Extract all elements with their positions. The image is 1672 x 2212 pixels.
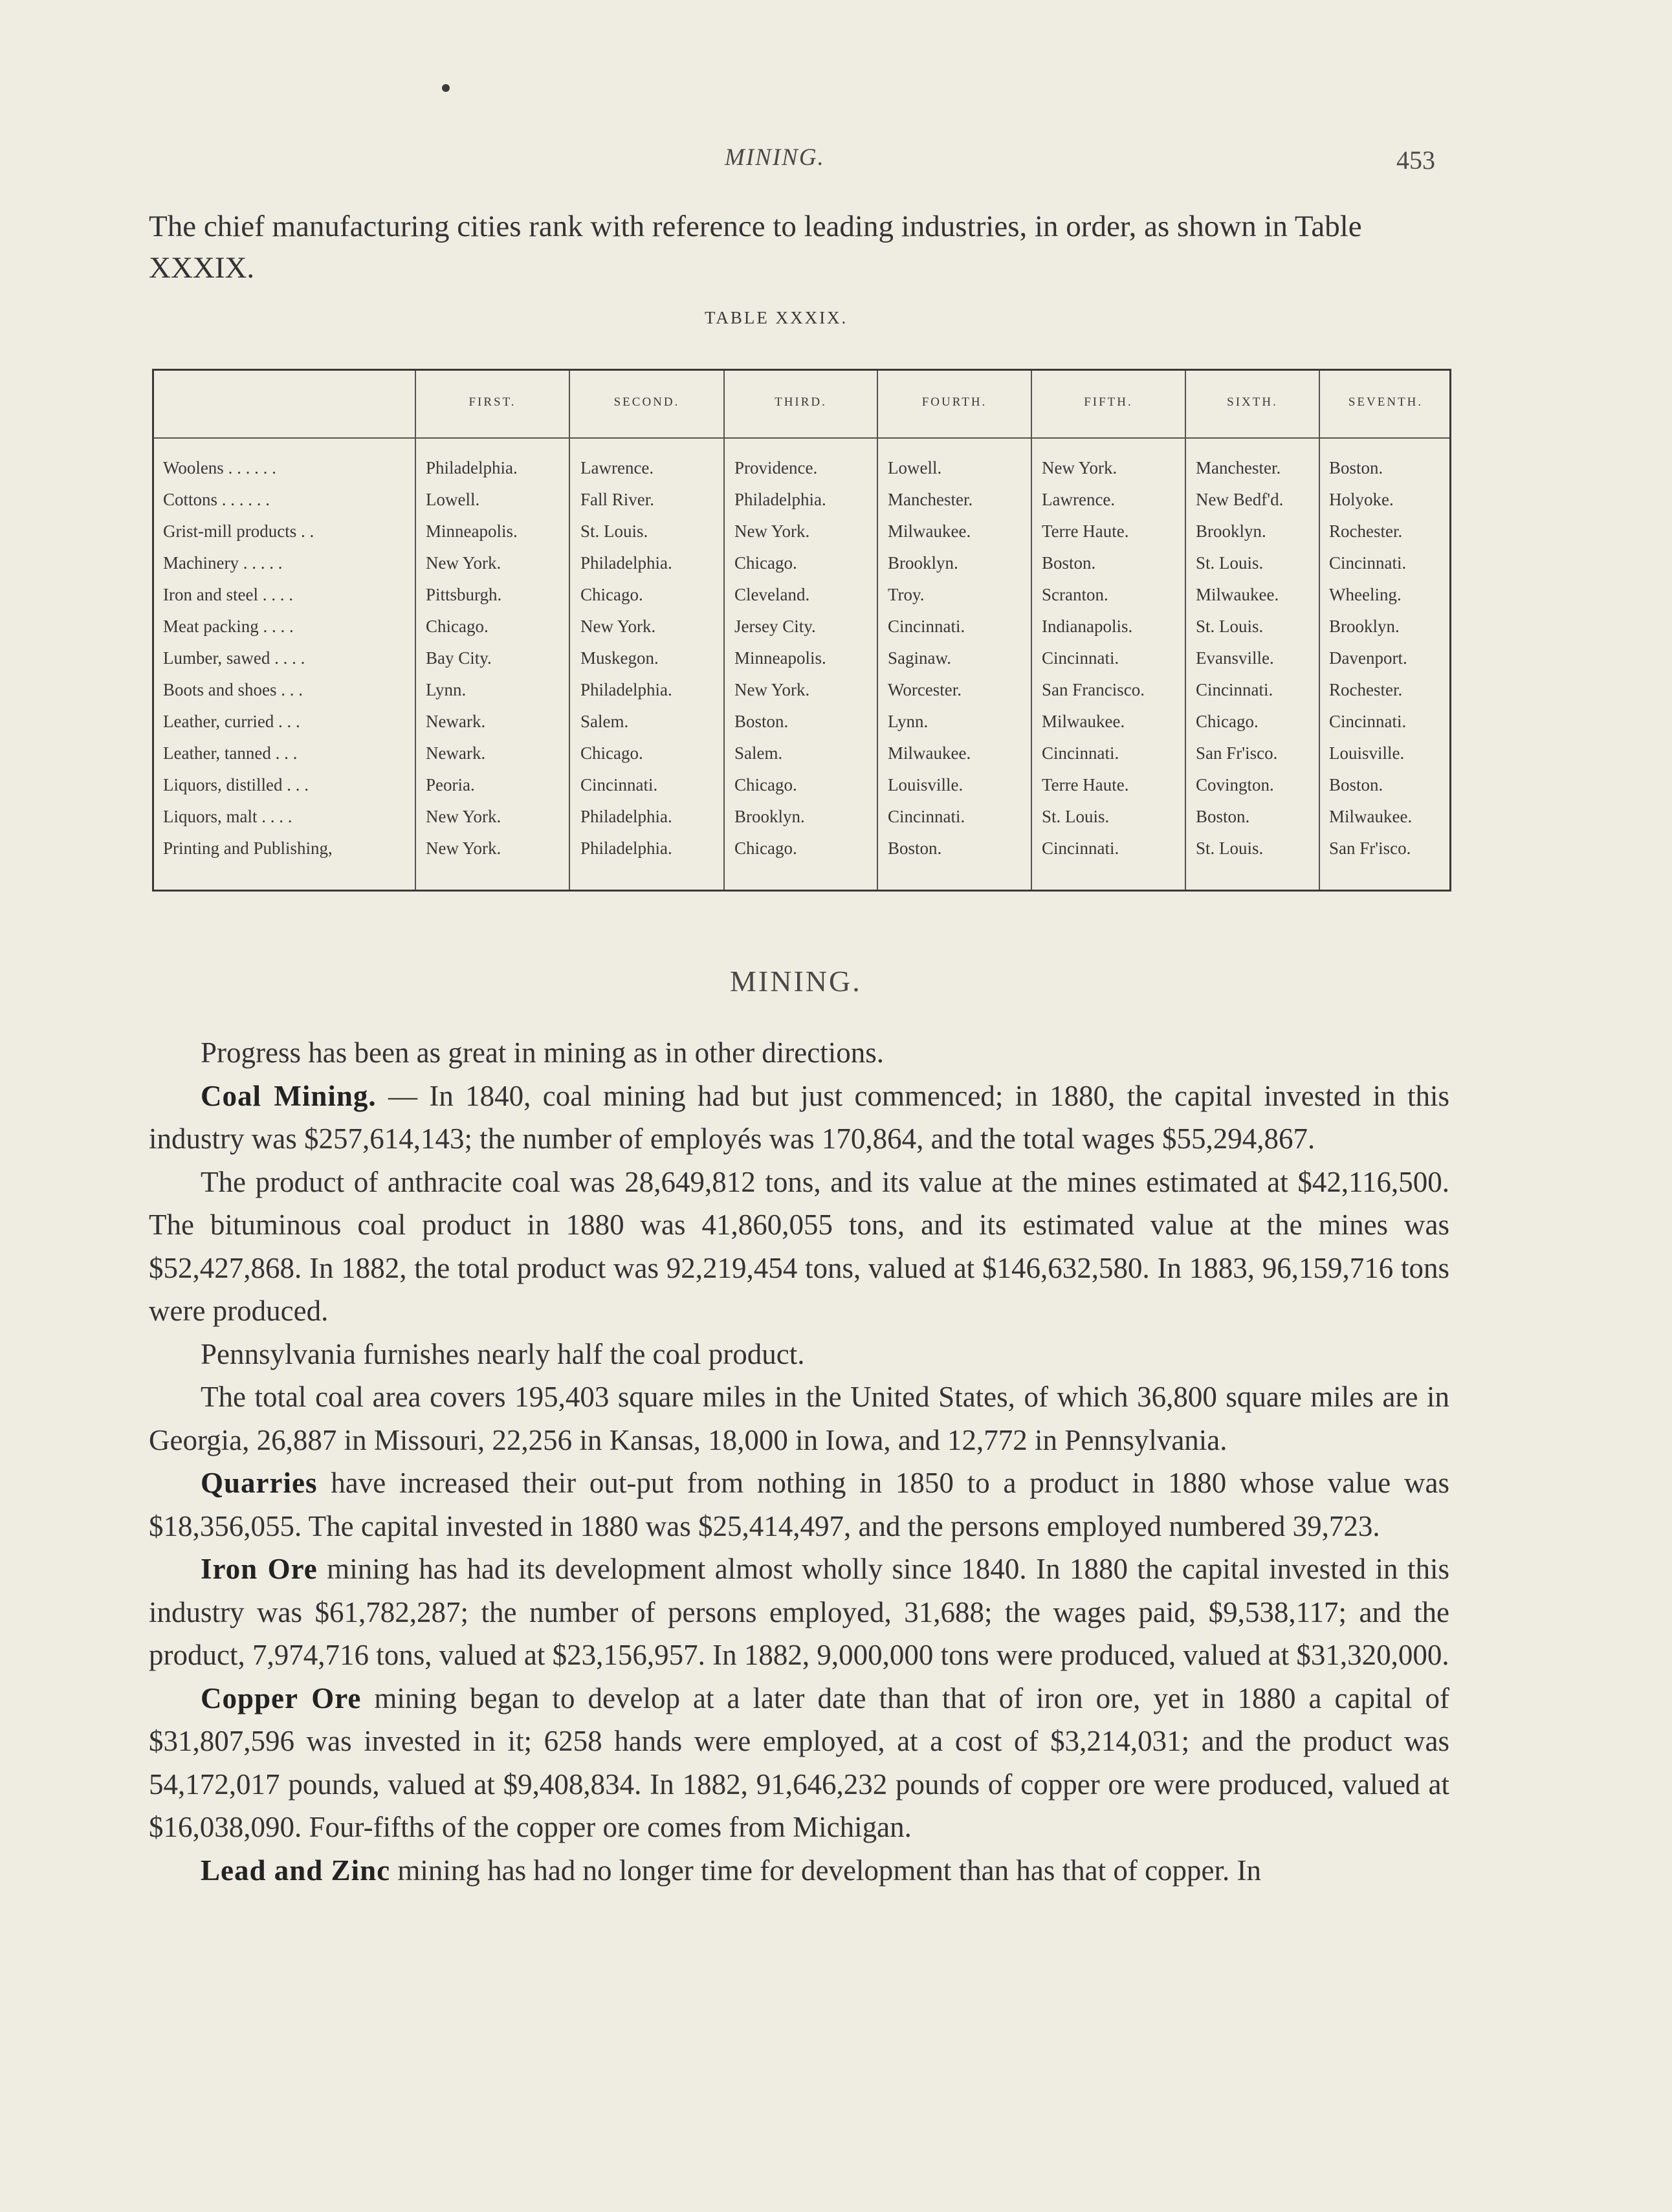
city-cell: St. Louis. [1042,807,1110,826]
city-cell: Chicago. [734,775,797,794]
city-cell: Worcester. [888,680,962,699]
industry-cell: Machinery . . . . . [163,553,283,573]
city-cell: Jersey City. [734,617,816,636]
city-cell: Chicago. [1196,712,1259,731]
city-cell: Manchester. [1196,458,1281,477]
city-cell: Boston. [1042,553,1096,573]
city-cell: Milwaukee. [1329,807,1413,826]
city-cell: Cincinnati. [1329,553,1407,573]
city-cell: Philadelphia. [426,458,518,477]
city-cell: Muskegon. [580,648,659,668]
city-cell: Wheeling. [1329,585,1402,604]
industry-cell: Printing and Publishing, [163,838,333,858]
city-cell: Boston. [1329,458,1383,477]
city-cell: Manchester. [888,490,973,509]
city-cell: Cincinnati. [888,807,965,826]
paragraph-lead-zinc [149,1849,1449,1892]
paragraph-progress: Progress has been as great in mining as in other directions. [201,1036,885,1069]
city-cell: Boston. [734,712,789,731]
city-cell: Cincinnati. [1042,838,1119,858]
city-cell: Milwaukee. [1196,585,1279,604]
table-row [154,521,1449,553]
city-cell: Philadelphia. [734,490,826,509]
quarries-lead: Quarries [201,1467,318,1499]
city-cell: Boston. [888,838,942,858]
city-cell: Minneapolis. [734,648,826,668]
city-cell: Milwaukee. [888,521,971,541]
lead-zinc-text: mining has had no longer time for development than has that of copper. In [390,1854,1262,1887]
city-cell: San Fr'isco. [1196,743,1278,763]
lead-zinc-lead: Lead and Zinc [201,1854,391,1887]
city-cell: San Fr'isco. [1329,838,1411,858]
city-cell: Chicago. [734,838,797,858]
city-cell: New York. [426,807,501,826]
page-number: 453 [1396,146,1435,175]
paragraph-coal-area: The total coal area covers 195,403 square miles in the United States, of which 36,800 square miles are in Georgia, 26,887 in Missouri, 22,256 in Kansas, 18,000 in Iowa, and 12,772 in Pennsylvania. [149,1381,1449,1456]
city-cell: Bay City. [426,648,492,668]
industry-cell: Woolens . . . . . . [163,458,276,477]
city-cell: Boston. [1196,807,1250,826]
industry-cell: Liquors, distilled . . . [163,775,309,794]
city-cell: Lynn. [888,712,929,731]
city-cell: Philadelphia. [580,680,672,699]
city-cell: Philadelphia. [580,838,672,858]
city-cell: Salem. [580,712,629,731]
quarries-text: have increased their out-put from nothing in 1850 to a product in 1880 whose value was $18,356,055. The capital invested in 1880 was $25,414,497, and the persons employed numbered 39,723. [149,1467,1449,1542]
city-cell: Chicago. [734,553,797,573]
industry-cell: Leather, curried . . . [163,712,300,731]
city-cell: New Bedf'd. [1196,490,1284,509]
table-row [154,775,1449,807]
city-cell: St. Louis. [580,521,648,541]
city-cell: Salem. [734,743,783,763]
industry-cell: Grist-mill products . . [163,521,314,541]
city-cell: St. Louis. [1196,553,1264,573]
city-cell: Providence. [734,458,818,477]
city-cell: Terre Haute. [1042,521,1129,541]
city-cell: San Francisco. [1042,680,1145,699]
city-cell: New York. [734,521,810,541]
city-cell: Lawrence. [580,458,654,477]
city-cell: Cincinnati. [888,617,965,636]
city-cell: Holyoke. [1329,490,1394,509]
city-cell: Brooklyn. [1329,617,1400,636]
city-cell: Brooklyn. [734,807,805,826]
table-row [154,680,1449,712]
paragraph-pennsylvania: Pennsylvania furnishes nearly half the coal product. [201,1337,805,1370]
industry-cell: Lumber, sawed . . . . [163,648,305,668]
city-cell: Newark. [426,743,486,763]
city-cell: Fall River. [580,490,654,509]
city-cell: Evansville. [1196,648,1274,668]
industry-cell: Boots and shoes . . . [163,680,303,699]
city-cell: Cincinnati. [1042,743,1119,763]
city-cell: Terre Haute. [1042,775,1129,794]
table-row [154,712,1449,743]
table-caption: TABLE XXXIX. [705,308,848,327]
city-cell: Minneapolis. [426,521,518,541]
paragraph-anthracite: The product of anthracite coal was 28,649,812 tons, and its value at the mines estimated at $42,116,500. The bituminous coal product in 1880 was 41,860,055 tons, and its estimated value at the mines was $52,427,868. In 1882, the total product was 92,219,454 tons, valued at $146,632,580. In 1883, 96,159,716 tons were produced. [149,1165,1449,1327]
column-header-fourth: FOURTH. [921,395,987,409]
table-row [154,490,1449,521]
body-text [149,1031,1449,2144]
table-row [154,553,1449,585]
industry-cell: Leather, tanned . . . [163,743,298,763]
section-heading: MINING. [730,965,862,998]
city-cell: St. Louis. [1196,617,1264,636]
city-cell: New York. [1042,458,1117,477]
city-cell: Indianapolis. [1042,617,1133,636]
copper-ore-text: mining began to develop at a later date than that of iron ore, yet in 1880 a capital of $31,807,596 was invested in it; 6258 hands were employed, at a cost of $3,214,031; and the product was 54,172,017 pounds, valued at $9,408,834. In 1882, 91,646,232 pounds of copper ore were produced, valued at $16,038,090. Four-fifths of the copper ore comes from Michigan. [149,1681,1449,1843]
city-cell: Cincinnati. [1196,680,1273,699]
city-cell: New York. [426,838,501,858]
copper-ore-lead: Copper Ore [201,1681,362,1714]
city-cell: Lawrence. [1042,490,1116,509]
rank-table [152,369,1451,892]
city-cell: Boston. [1329,775,1383,794]
city-cell: New York. [734,680,810,699]
table-row [154,743,1449,775]
city-cell: Cincinnati. [1329,712,1407,731]
iron-ore-lead: Iron Ore [201,1553,318,1585]
column-header-fifth: FIFTH. [1084,395,1133,409]
city-cell: Scranton. [1042,585,1108,604]
city-cell: Troy. [888,585,925,604]
table-row [154,458,1449,490]
column-header-second: SECOND. [613,395,680,409]
city-cell: Chicago. [426,617,489,636]
column-header-third: THIRD. [775,395,827,409]
intro-paragraph: The chief manufacturing cities rank with reference to leading industries, in order, as shown in Table XXXIX. [149,210,1362,285]
industry-cell: Iron and steel . . . . [163,585,293,604]
iron-ore-text: mining has had its development almost wholly since 1840. In 1880 the capital invested in this industry was $61,782,287; the number of persons employed, 31,688; the wages paid, $9,538,117; and the product, 7,974,716 tons, valued at $23,156,957. In 1882, 9,000,000 tons were produced, valued at $31,320,000. [149,1553,1449,1671]
city-cell: Chicago. [580,743,643,763]
coal-mining-lead: Coal Mining. [201,1079,377,1112]
city-cell: Philadelphia. [580,553,672,573]
city-cell: Cleveland. [734,585,810,604]
city-cell: Davenport. [1329,648,1407,668]
table-row [154,807,1449,838]
city-cell: Milwaukee. [888,743,971,763]
paragraph-copper-ore [149,1677,1449,1849]
city-cell: Louisville. [888,775,963,794]
industry-cell: Cottons . . . . . . [163,490,270,509]
city-cell: Philadelphia. [580,807,672,826]
running-head: MINING. [725,144,825,171]
paragraph-coal [149,1075,1449,1161]
city-cell: Newark. [426,712,486,731]
column-header-seventh: SEVENTH. [1348,395,1424,409]
city-cell: Brooklyn. [1196,521,1266,541]
city-cell: Cincinnati. [580,775,658,794]
header-rule [154,437,1449,439]
ink-dot [442,84,450,92]
city-cell: Pittsburgh. [426,585,502,604]
city-cell: Milwaukee. [1042,712,1125,731]
table-row [154,617,1449,648]
column-header-first: FIRST. [468,395,516,409]
industry-cell: Liquors, malt . . . . [163,807,292,826]
city-cell: Brooklyn. [888,553,958,573]
paragraph-iron-ore [149,1548,1449,1677]
industry-cell: Meat packing . . . . [163,617,294,636]
city-cell: Lowell. [888,458,942,477]
city-cell: New York. [426,553,501,573]
city-cell: New York. [580,617,656,636]
city-cell: Lynn. [426,680,467,699]
column-header-sixth: SIXTH. [1227,395,1278,409]
table-row [154,585,1449,617]
table-row [154,648,1449,680]
city-cell: Peoria. [426,775,475,794]
city-cell: St. Louis. [1196,838,1264,858]
paragraph-quarries [149,1462,1449,1548]
city-cell: Saginaw. [888,648,951,668]
city-cell: Rochester. [1329,680,1403,699]
city-cell: Chicago. [580,585,643,604]
city-cell: Louisville. [1329,743,1405,763]
city-cell: Covington. [1196,775,1274,794]
city-cell: Rochester. [1329,521,1403,541]
city-cell: Cincinnati. [1042,648,1119,668]
coal-mining-text: — In 1840, coal mining had but just commenced; in 1880, the capital invested in this industry was $257,614,143; the number of employés was 170,864, and the total wages $55,294,867. [149,1079,1449,1155]
table-row [154,838,1449,870]
city-cell: Lowell. [426,490,480,509]
